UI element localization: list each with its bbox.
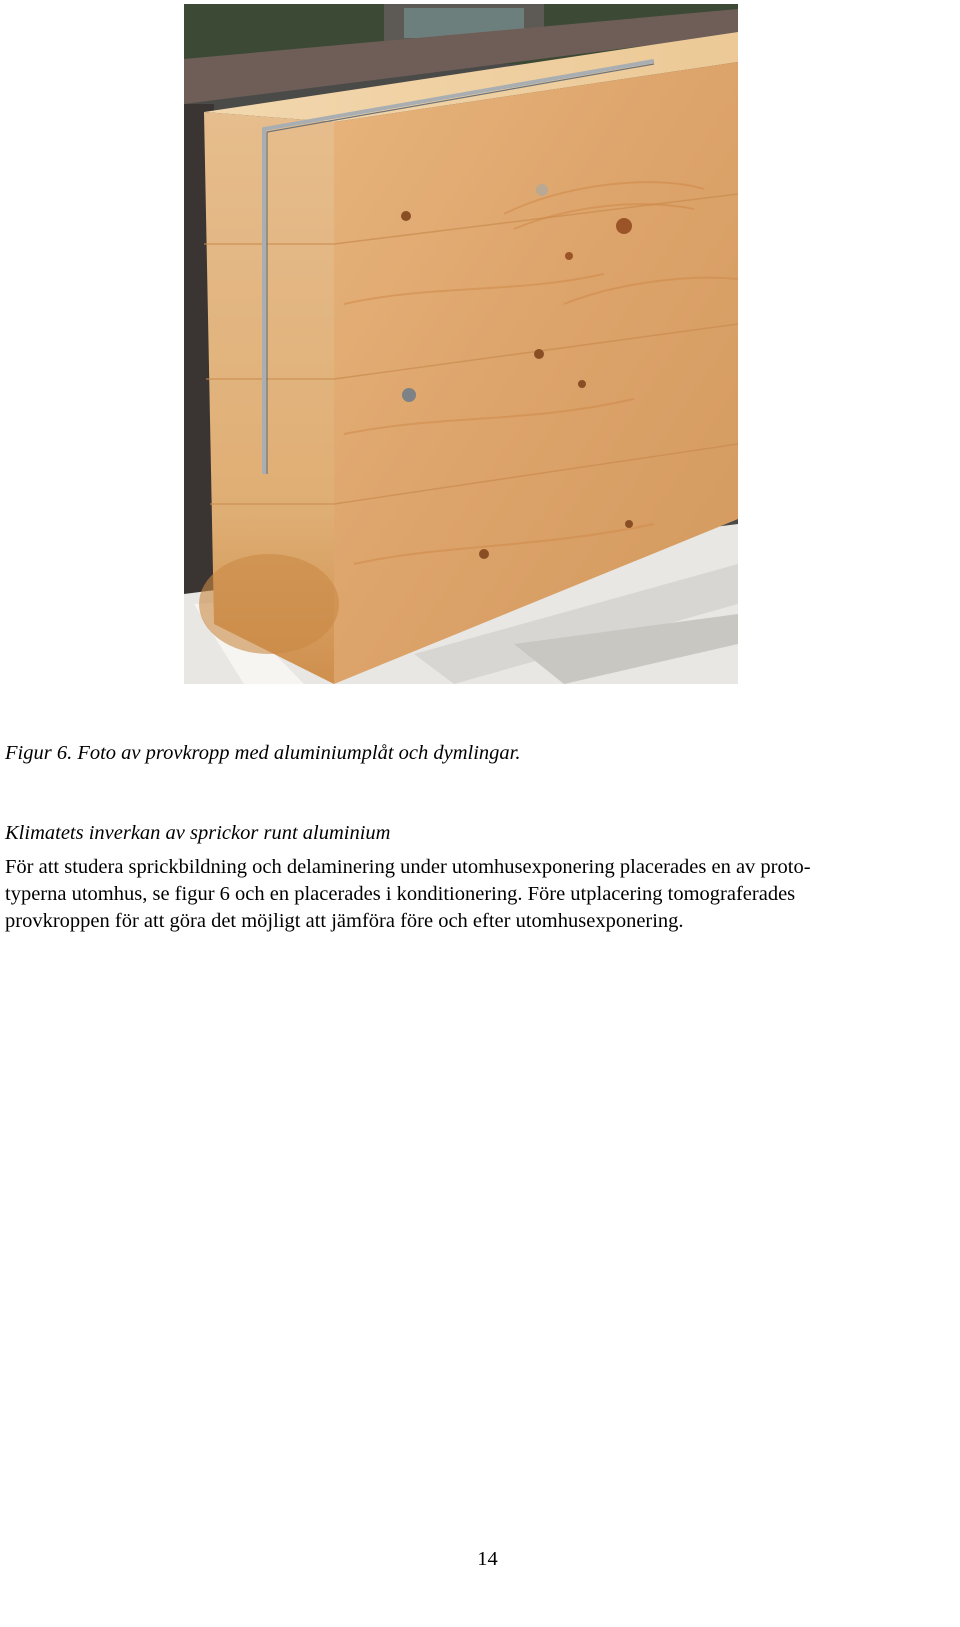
page-number: 14: [477, 1548, 498, 1570]
body-paragraph: [5, 854, 930, 935]
figure-caption: Figur 6. Foto av provkropp med aluminiumplåt och dymlingar.: [5, 742, 521, 764]
paragraph-line: typerna utomhus, se figur 6 och en placerades i konditionering. Före utplacering tomograferades: [5, 883, 796, 905]
paragraph-line: För att studera sprickbildning och delaminering under utomhusexponering placerades en av proto-: [5, 856, 811, 878]
specimen-photo: [184, 4, 738, 684]
paragraph-line: provkroppen för att göra det möjligt att jämföra före och efter utomhusexponering.: [5, 910, 684, 932]
section-heading: Klimatets inverkan av sprickor runt aluminium: [5, 822, 391, 844]
